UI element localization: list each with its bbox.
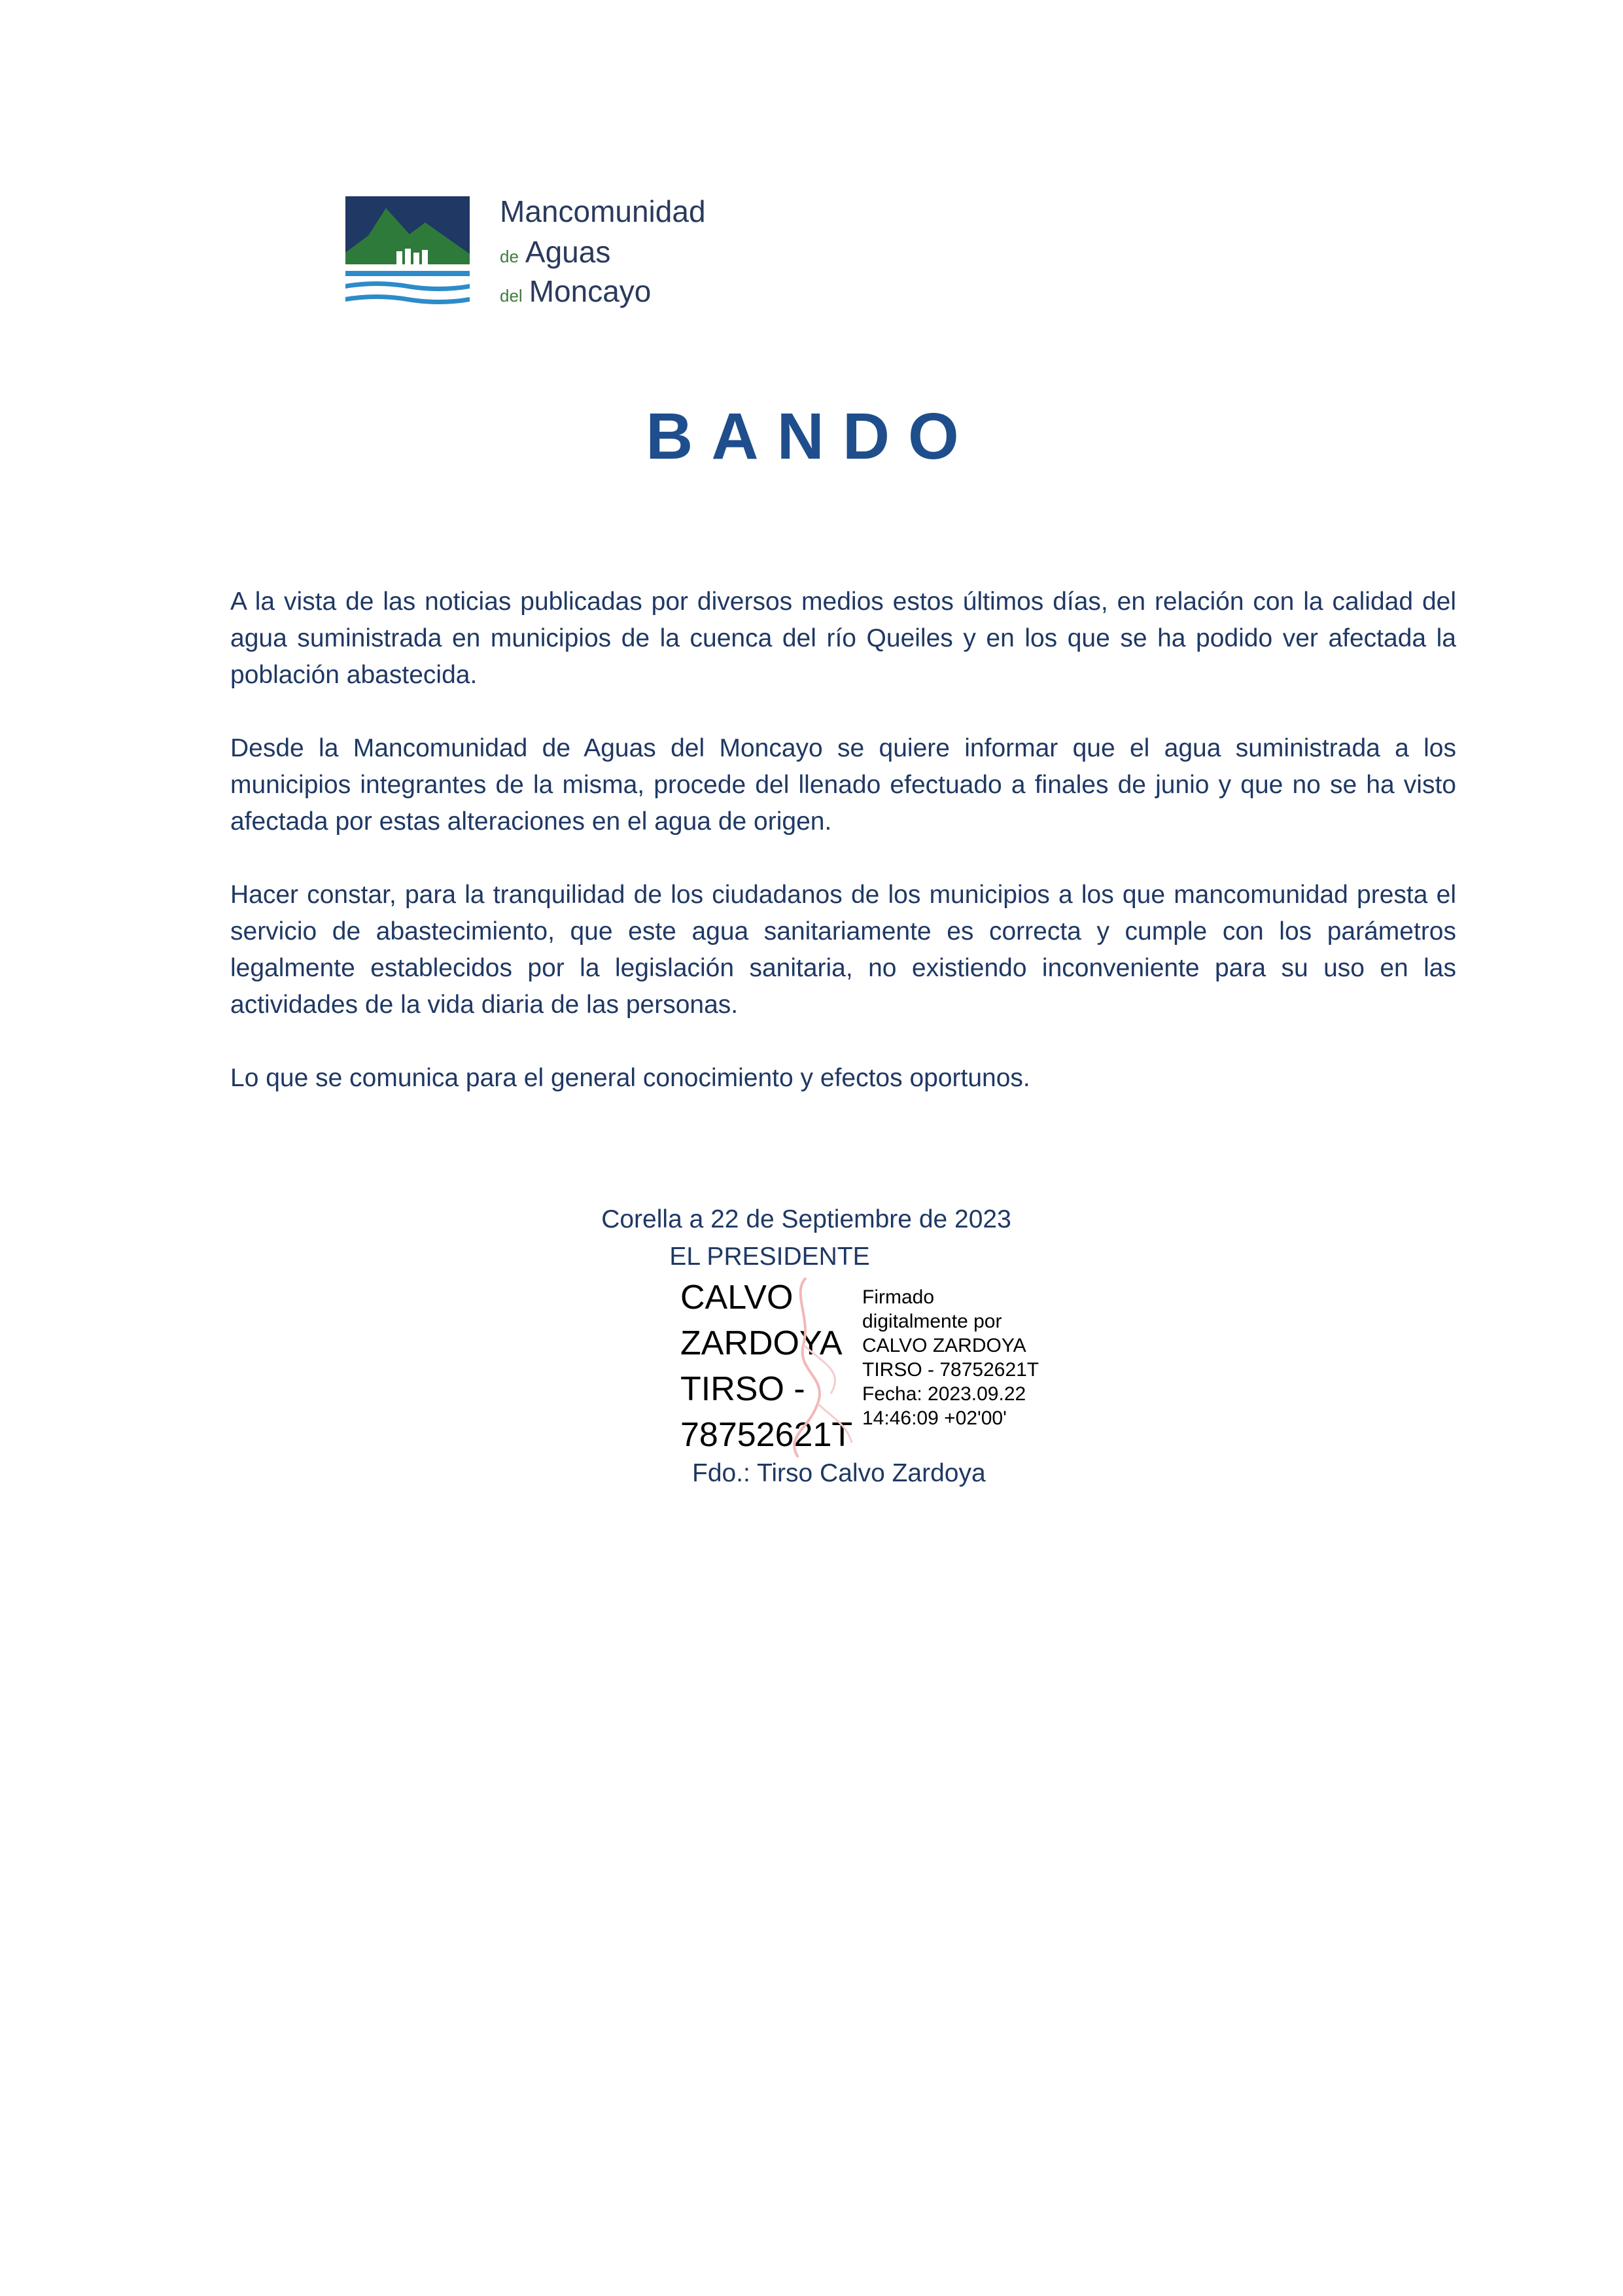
document-body (230, 584, 1456, 1133)
logo-word-de: de (500, 247, 519, 266)
document-title: BANDO (646, 400, 977, 473)
signature-name-line: ZARDOYA (680, 1324, 843, 1362)
signature-name-line: TIRSO - (680, 1370, 805, 1408)
signature-name-line: CALVO (680, 1279, 794, 1316)
digital-signature-details (862, 1285, 1078, 1430)
mountain-water-logo-icon (345, 196, 470, 306)
logo-word-moncayo: Moncayo (529, 274, 652, 308)
signed-by: Fdo.: Tirso Calvo Zardoya (692, 1459, 986, 1487)
paragraph-1: A la vista de las noticias publicadas por diversos medios estos últimos días, en relación con la calidad del agua suministrada en municipios de la cuenca del río Queiles y en los que se ha podido ver afectada la población abastecida. (230, 588, 1456, 689)
logo-line-aguas (500, 237, 610, 267)
signature-detail-line: Fecha: 2023.09.22 (862, 1383, 1026, 1405)
signature-detail-line: TIRSO - 78752621T (862, 1359, 1039, 1381)
logo-line-moncayo (500, 276, 651, 306)
paragraph-3: Hacer constar, para la tranquilidad de los ciudadanos de los municipios a los que mancomunidad presta el servicio de abastecimiento, que este agua sanitariamente es correcta y cumple con los parámetros legalmente establecidos por la legislación sanitaria, no existiendo inconveniente para su uso en las actividades de la vida diaria de las personas. (230, 881, 1456, 1019)
place-and-date: Corella a 22 de Septiembre de 2023 (601, 1205, 1011, 1233)
logo-line-mancomunidad: Mancomunidad (500, 194, 706, 228)
logo-word-del: del (500, 286, 523, 306)
signature-stroke-icon (765, 1273, 857, 1462)
organization-logo (345, 196, 738, 314)
logo-word-aguas: Aguas (525, 235, 611, 269)
signer-role: EL PRESIDENTE (669, 1243, 870, 1271)
paragraph-2: Desde la Mancomunidad de Aguas del Moncayo se quiere informar que el agua suministrada a los municipios integrantes de la misma, procede del llenado efectuado a finales de junio y que no se ha visto afectada por estas alteraciones en el agua de origen. (230, 734, 1456, 836)
signature-name-line: 78752621T (680, 1416, 853, 1454)
signature-detail-line: Firmado (862, 1286, 935, 1308)
signature-detail-line: 14:46:09 +02'00' (862, 1407, 1007, 1429)
signature-detail-line: digitalmente por (862, 1311, 1002, 1332)
paragraph-4: Lo que se comunica para el general conocimiento y efectos oportunos. (230, 1064, 1030, 1092)
signature-detail-line: CALVO ZARDOYA (862, 1335, 1026, 1356)
